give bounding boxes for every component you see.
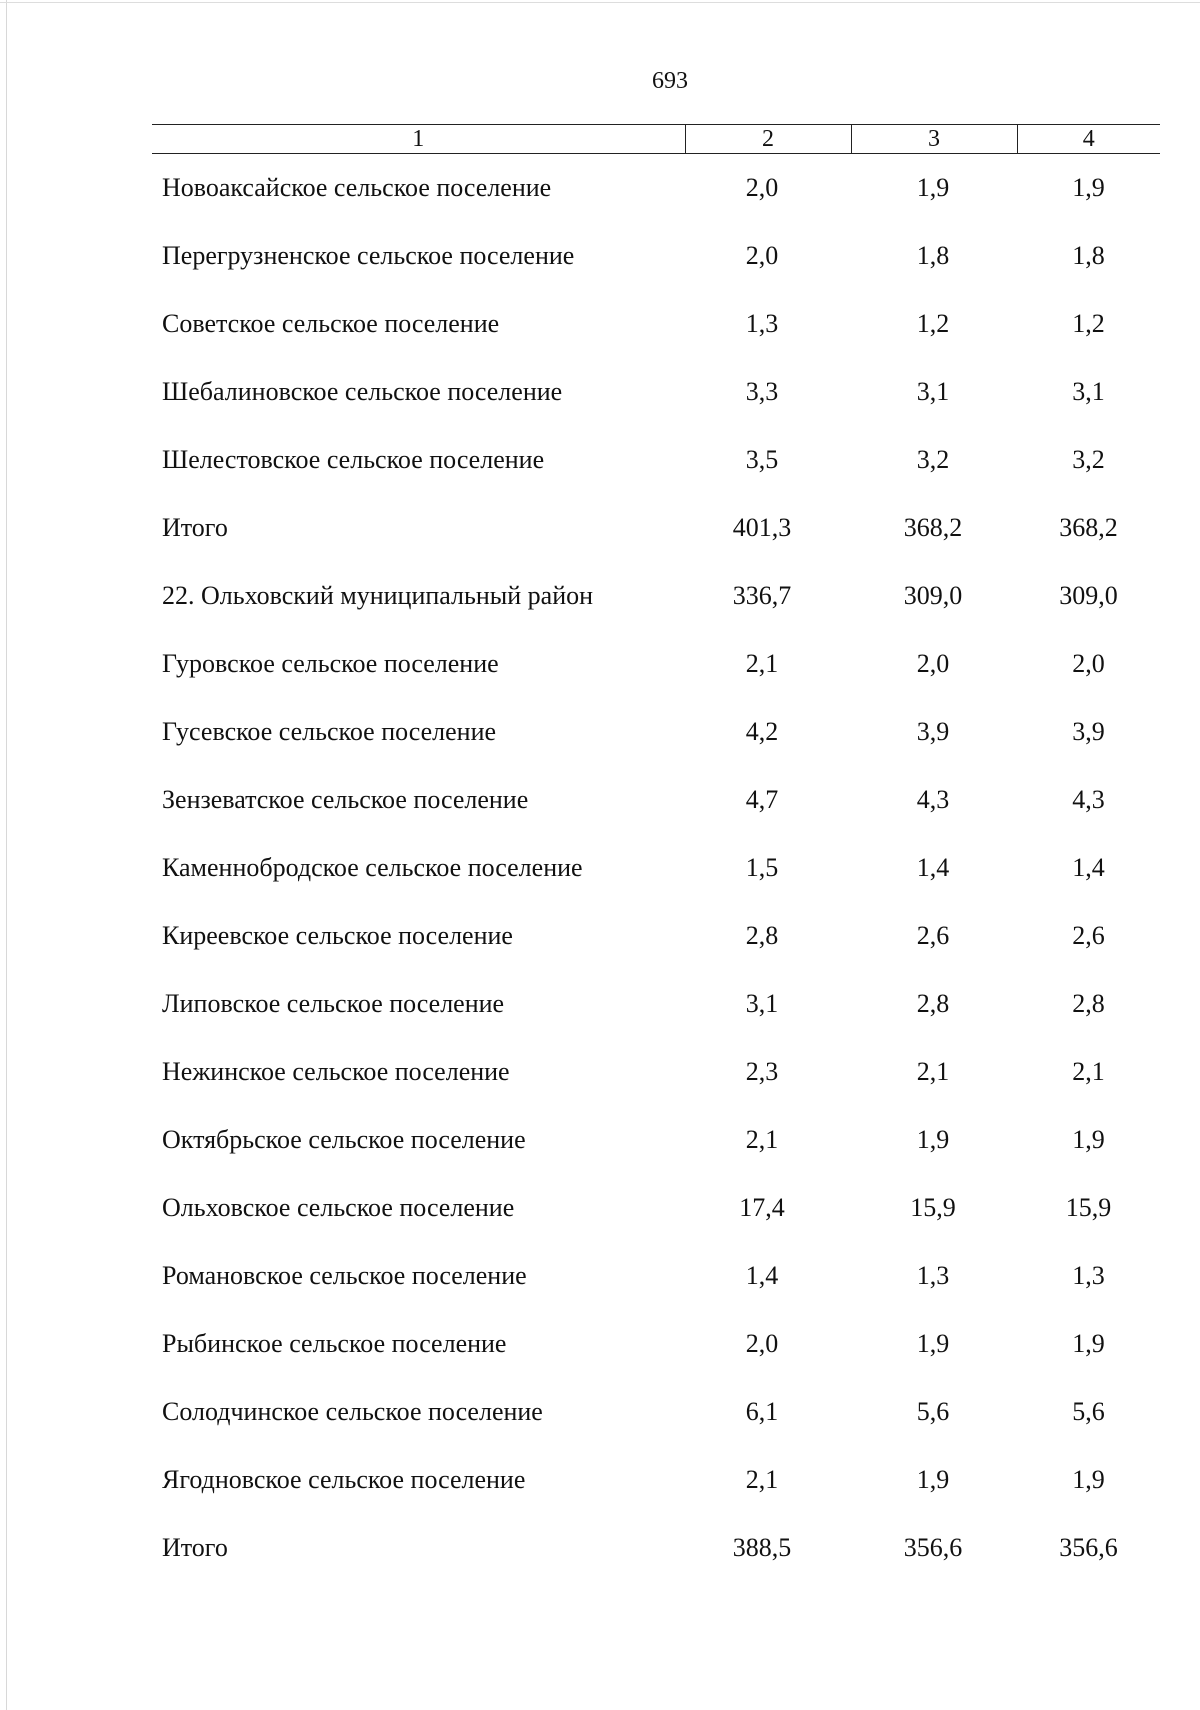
table-row: [152, 766, 1160, 834]
row-value-col4: 1,2: [1072, 309, 1105, 338]
row-value-col2: 17,4: [739, 1193, 785, 1222]
table-row: [152, 1106, 1160, 1174]
row-value-col4: 2,6: [1072, 921, 1105, 950]
table-row: [152, 1446, 1160, 1514]
row-value-col3: 3,1: [916, 377, 950, 406]
table-row: [152, 562, 1160, 630]
row-value-col2: 3,5: [745, 445, 779, 474]
row-value-col2: 4,7: [745, 785, 779, 814]
row-value-col3: 3,2: [916, 445, 950, 474]
row-name-cell: Ольховское сельское поселение: [162, 1193, 515, 1222]
table-row: [152, 290, 1160, 358]
row-value-col4: 2,1: [1072, 1057, 1105, 1086]
column-header-1: 1: [152, 125, 685, 154]
row-name-cell: Гуровское сельское поселение: [162, 649, 499, 678]
row-value-col2: 2,0: [745, 241, 779, 270]
table-row: [152, 902, 1160, 970]
row-value-col3: 2,1: [916, 1057, 950, 1086]
row-name-cell: Новоаксайское сельское поселение: [162, 173, 552, 202]
row-value-col4: 15,9: [1065, 1193, 1112, 1222]
row-value-col3: 1,2: [916, 309, 950, 338]
row-value-col4: 4,3: [1072, 785, 1105, 814]
row-value-col4: 3,9: [1072, 717, 1105, 746]
table-body: [152, 154, 1160, 1583]
column-header-3: 3: [851, 125, 1017, 154]
row-value-col4: 1,9: [1072, 1329, 1105, 1358]
table-row: [152, 222, 1160, 290]
column-header-4: 4: [1017, 125, 1160, 154]
row-value-col4: 2,8: [1072, 989, 1105, 1018]
row-name-cell: Перегрузненское сельское поселение: [162, 241, 575, 270]
table-row: [152, 698, 1160, 766]
row-value-col3: 2,6: [916, 921, 950, 950]
row-value-col2: 2,1: [745, 1125, 779, 1154]
row-value-col3: 368,2: [903, 513, 963, 542]
row-value-col3: 3,9: [916, 717, 950, 746]
row-value-col2: 388,5: [732, 1533, 792, 1562]
row-value-col3: 1,8: [916, 241, 950, 270]
row-value-col2: 1,5: [745, 853, 779, 882]
table-row: [152, 630, 1160, 698]
row-value-col3: 4,3: [916, 785, 950, 814]
row-name-cell: Итого: [162, 1533, 228, 1562]
row-value-col4: 309,0: [1059, 581, 1118, 610]
row-name-cell: Октябрьское сельское поселение: [162, 1125, 526, 1154]
row-value-col2: 3,3: [745, 377, 779, 406]
table-row: [152, 970, 1160, 1038]
row-value-col3: 1,4: [916, 853, 950, 882]
row-value-col3: 1,9: [916, 1465, 950, 1494]
table-row: [152, 494, 1160, 562]
table-row: [152, 358, 1160, 426]
row-value-col2: 4,2: [745, 717, 779, 746]
table-row: [152, 1310, 1160, 1378]
scan-edge-top: [0, 2, 1200, 3]
row-value-col2: 6,1: [745, 1397, 779, 1426]
table-row: [152, 426, 1160, 494]
row-value-col4: 1,8: [1072, 241, 1105, 270]
column-header-2: 2: [685, 125, 851, 154]
row-value-col3: 1,9: [916, 1125, 950, 1154]
row-value-col4: 1,3: [1072, 1261, 1105, 1290]
row-value-col2: 401,3: [732, 513, 792, 542]
table-row: [152, 1242, 1160, 1310]
row-value-col2: 336,7: [732, 581, 792, 610]
row-value-col2: 1,4: [745, 1261, 779, 1290]
row-value-col2: 3,1: [745, 989, 779, 1018]
row-value-col3: 5,6: [916, 1397, 950, 1426]
table-row: [152, 154, 1160, 223]
row-name-cell: Киреевское сельское поселение: [162, 921, 513, 950]
table-row: [152, 1038, 1160, 1106]
row-name-cell: Липовское сельское поселение: [162, 989, 505, 1018]
row-name-cell: Романовское сельское поселение: [162, 1261, 527, 1290]
data-table: [152, 124, 1160, 1582]
row-value-col2: 2,1: [745, 1465, 779, 1494]
row-value-col4: 368,2: [1059, 513, 1118, 542]
row-value-col2: 2,1: [745, 649, 779, 678]
table-row: [152, 1514, 1160, 1582]
row-value-col4: 1,9: [1072, 1465, 1105, 1494]
row-name-cell: 22. Ольховский муниципальный район: [162, 581, 594, 610]
row-value-col2: 2,3: [745, 1057, 779, 1086]
row-value-col3: 1,9: [916, 173, 950, 202]
row-name-cell: Итого: [162, 513, 228, 542]
row-value-col2: 2,8: [745, 921, 779, 950]
row-value-col4: 3,2: [1072, 445, 1105, 474]
row-value-col3: 309,0: [903, 581, 963, 610]
row-value-col4: 1,9: [1072, 173, 1105, 202]
row-name-cell: Нежинское сельское поселение: [162, 1057, 510, 1086]
row-value-col4: 5,6: [1072, 1397, 1105, 1426]
row-value-col3: 1,9: [916, 1329, 950, 1358]
row-value-col3: 15,9: [910, 1193, 956, 1222]
row-name-cell: Рыбинское сельское поселение: [162, 1329, 507, 1358]
row-name-cell: Советское сельское поселение: [162, 309, 500, 338]
row-value-col4: 3,1: [1072, 377, 1105, 406]
row-value-col2: 1,3: [745, 309, 779, 338]
row-value-col3: 356,6: [903, 1533, 963, 1562]
row-value-col2: 2,0: [745, 173, 779, 202]
row-value-col4: 1,9: [1072, 1125, 1105, 1154]
row-name-cell: Шебалиновское сельское поселение: [162, 377, 563, 406]
page-number: 693: [652, 68, 688, 94]
table-header-row: [152, 125, 1160, 154]
table-row: [152, 1174, 1160, 1242]
row-value-col3: 1,3: [916, 1261, 950, 1290]
row-name-cell: Шелестовское сельское поселение: [162, 445, 545, 474]
row-name-cell: Солодчинское сельское поселение: [162, 1397, 543, 1426]
row-value-col4: 2,0: [1072, 649, 1105, 678]
row-value-col3: 2,0: [916, 649, 950, 678]
row-name-cell: Ягодновское сельское поселение: [162, 1465, 526, 1494]
row-value-col4: 1,4: [1072, 853, 1105, 882]
data-table-container: [152, 124, 1160, 1582]
row-value-col3: 2,8: [916, 989, 950, 1018]
table-row: [152, 834, 1160, 902]
row-name-cell: Зензеватское сельское поселение: [162, 785, 529, 814]
table-row: [152, 1378, 1160, 1446]
row-name-cell: Гусевское сельское поселение: [162, 717, 497, 746]
row-name-cell: Каменнобродское сельское поселение: [162, 853, 583, 882]
row-value-col2: 2,0: [745, 1329, 779, 1358]
scan-edge-left: [6, 0, 7, 1710]
row-value-col4: 356,6: [1059, 1533, 1118, 1562]
